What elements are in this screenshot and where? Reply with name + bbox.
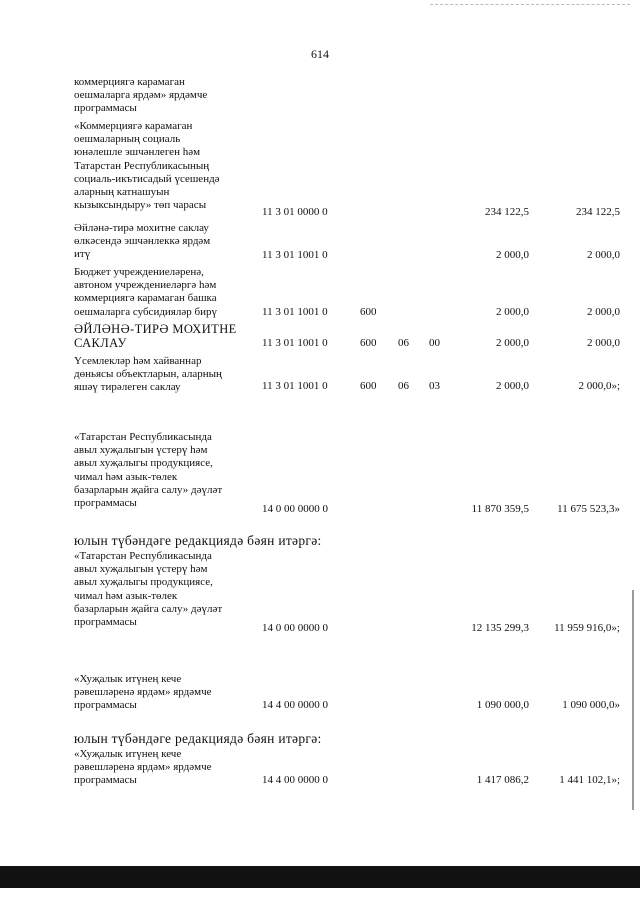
desc-line: программасы bbox=[74, 699, 137, 712]
amount-year-1: 2 000,0 bbox=[496, 380, 529, 392]
target-code: 11 3 01 1001 0 bbox=[262, 306, 328, 318]
instruction-heading: юлын түбәндәге редакциядә бәян итәргә: bbox=[74, 533, 322, 548]
amount-year-2: 2 000,0 bbox=[587, 337, 620, 349]
desc-line: чимал һәм азык-төлек bbox=[74, 470, 178, 483]
row-description bbox=[74, 748, 257, 788]
row-description bbox=[74, 431, 257, 510]
amount-year-2: 2 000,0 bbox=[587, 306, 620, 318]
amount-year-2: 1 441 102,1»; bbox=[559, 774, 620, 786]
target-code: 14 4 00 0000 0 bbox=[262, 699, 328, 711]
desc-line: «Хуҗалык итүнең кече bbox=[74, 748, 182, 760]
instruction-heading: юлын түбәндәге редакциядә бәян итәргә: bbox=[74, 731, 322, 746]
desc-line: ӘЙЛӘНӘ-ТИРӘ МОХИТНЕ bbox=[74, 322, 237, 336]
desc-line: коммерциягә карамаган bbox=[74, 76, 185, 88]
amount-year-2: 1 090 000,0» bbox=[562, 699, 620, 711]
section: 06 bbox=[398, 380, 409, 392]
desc-line: чимал һәм азык-төлек bbox=[74, 589, 178, 602]
desc-line: программасы bbox=[74, 616, 137, 629]
desc-line: «Хуҗалык итүнең кече bbox=[74, 673, 182, 685]
desc-line: Татарстан Республикасының bbox=[74, 159, 210, 172]
expense-type: 600 bbox=[360, 380, 377, 392]
target-code: 11 3 01 0000 0 bbox=[262, 206, 328, 218]
scan-edge-top bbox=[430, 4, 630, 6]
desc-line: коммерциягә карамаган башка bbox=[74, 292, 217, 305]
desc-line: программасы bbox=[74, 102, 137, 115]
page-number: 614 bbox=[311, 47, 329, 61]
desc-line: рәвешләренә ярдәм» ярдәмче bbox=[74, 761, 212, 774]
amount-year-1: 1 090 000,0 bbox=[476, 699, 529, 711]
desc-line: авыл хуҗалыгын үстерү һәм bbox=[74, 444, 208, 457]
desc-line: юнәлешле эшчәнлеген һәм bbox=[74, 146, 201, 159]
row-description bbox=[74, 550, 257, 629]
target-code: 11 3 01 1001 0 bbox=[262, 249, 328, 261]
amount-year-2: 11 675 523,3» bbox=[557, 503, 620, 515]
desc-line: базарларын җайга салу» дәүләт bbox=[74, 483, 223, 496]
desc-line: өлкәсендә эшчәнлеккә ярдәм bbox=[74, 235, 211, 248]
amount-year-1: 11 870 359,5 bbox=[471, 503, 529, 515]
desc-line: оешмаларның социаль bbox=[74, 133, 181, 146]
desc-line: «Коммерциягә карамаган bbox=[74, 120, 193, 132]
amount-year-2: 11 959 916,0»; bbox=[554, 622, 620, 634]
subsection: 03 bbox=[429, 380, 440, 392]
amount-year-2: 2 000,0»; bbox=[578, 380, 620, 392]
desc-line: дөньясы объектларын, аларның bbox=[74, 368, 222, 381]
target-code: 11 3 01 1001 0 bbox=[262, 380, 328, 392]
expense-type: 600 bbox=[360, 306, 377, 318]
desc-line: базарларын җайга салу» дәүләт bbox=[74, 602, 223, 615]
desc-line: оешмаларга субсидияләр бирү bbox=[74, 305, 217, 318]
row-description bbox=[74, 76, 257, 116]
desc-line: Үсемлекләр һәм хайваннар bbox=[74, 355, 202, 367]
target-code: 14 0 00 0000 0 bbox=[262, 503, 328, 515]
desc-line: программасы bbox=[74, 497, 137, 510]
amount-year-1: 234 122,5 bbox=[485, 206, 529, 218]
desc-line: кызыксындыру» төп чарасы bbox=[74, 199, 207, 212]
row-description bbox=[74, 222, 257, 262]
amount-year-1: 1 417 086,2 bbox=[476, 774, 529, 786]
desc-line: авыл хуҗалыгы продукциясе, bbox=[74, 457, 213, 470]
target-code: 14 4 00 0000 0 bbox=[262, 774, 328, 786]
row-description bbox=[74, 355, 257, 395]
amount-year-1: 2 000,0 bbox=[496, 249, 529, 261]
desc-line: социаль-икътисадый үсешендә bbox=[74, 172, 220, 185]
subsection: 00 bbox=[429, 337, 440, 349]
amount-year-2: 234 122,5 bbox=[576, 206, 620, 218]
row-description bbox=[74, 120, 257, 212]
scan-edge-right bbox=[632, 590, 634, 810]
desc-line: итү bbox=[74, 248, 91, 261]
amount-year-1: 2 000,0 bbox=[496, 306, 529, 318]
amount-year-1: 12 135 299,3 bbox=[471, 622, 529, 634]
desc-line: «Татарстан Республикасында bbox=[74, 550, 212, 562]
desc-line: автоном учреждениеләргә һәм bbox=[74, 279, 217, 292]
amount-year-2: 2 000,0 bbox=[587, 249, 620, 261]
desc-line: «Татарстан Республикасында bbox=[74, 431, 212, 443]
target-code: 14 0 00 0000 0 bbox=[262, 622, 328, 634]
desc-line: яшәү тирәлеген саклау bbox=[74, 381, 181, 394]
desc-line: Әйләнә-тирә мохитне саклау bbox=[74, 222, 209, 234]
desc-line: аларның катнашуын bbox=[74, 186, 170, 199]
row-description bbox=[74, 673, 257, 713]
desc-line: Бюджет учреждениеләренә, bbox=[74, 266, 204, 278]
scan-bottom-bar bbox=[0, 866, 640, 888]
desc-line: авыл хуҗалыгын үстерү һәм bbox=[74, 563, 208, 576]
desc-line: САКЛАУ bbox=[74, 336, 127, 350]
desc-line: авыл хуҗалыгы продукциясе, bbox=[74, 576, 213, 589]
amount-year-1: 2 000,0 bbox=[496, 337, 529, 349]
target-code: 11 3 01 1001 0 bbox=[262, 337, 328, 349]
expense-type: 600 bbox=[360, 337, 377, 349]
desc-line: оешмаларга ярдәм» ярдәмче bbox=[74, 89, 208, 102]
desc-line: рәвешләренә ярдәм» ярдәмче bbox=[74, 686, 212, 699]
desc-line: программасы bbox=[74, 774, 137, 787]
row-description bbox=[74, 266, 257, 319]
row-description bbox=[74, 322, 257, 350]
section: 06 bbox=[398, 337, 409, 349]
